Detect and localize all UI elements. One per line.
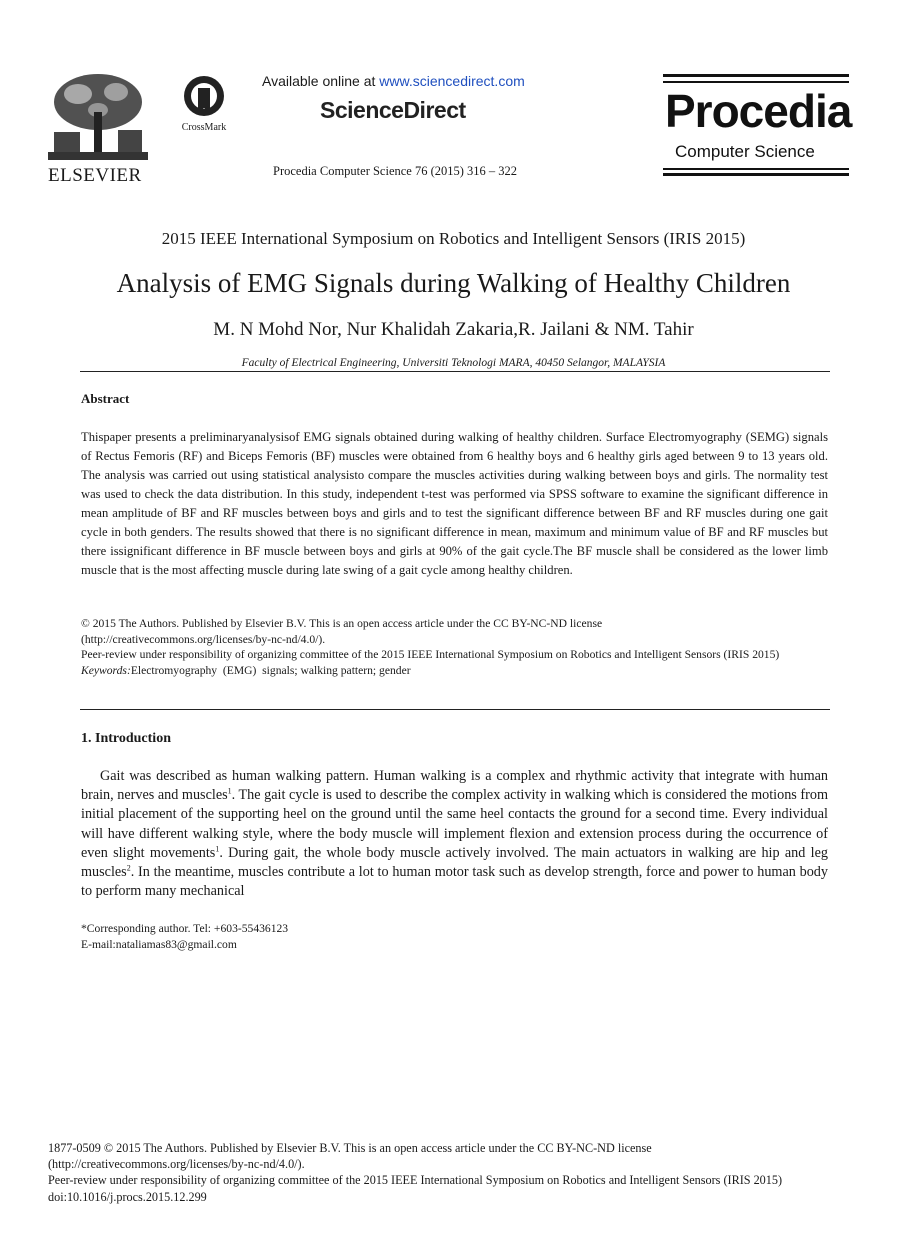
crossmark-badge[interactable] <box>172 74 236 134</box>
available-online <box>262 73 525 89</box>
peer-review-line: Peer-review under responsibility of organizing committee of the 2015 IEEE International Symposium on Robotics and Intelligent Sensors (IRIS 2015) <box>81 648 780 661</box>
procedia-logo <box>663 74 852 176</box>
elsevier-logo <box>48 72 148 186</box>
keywords-label: Keywords: <box>81 663 131 677</box>
procedia-title: Procedia <box>665 85 852 137</box>
rule-line <box>663 74 849 77</box>
crossmark-icon <box>172 74 236 118</box>
citation[interactable]: 1 <box>215 844 220 854</box>
page-footer <box>48 1140 868 1205</box>
affiliation: Faculty of Electrical Engineering, Universiti Teknologi MARA, 40450 Selangor, MALAYSIA <box>241 357 666 369</box>
footer-peer-review: Peer-review under responsibility of organizing committee of the 2015 IEEE International Symposium on Robotics and Intelligent Sensors (IRIS 2015) <box>48 1173 783 1188</box>
sciencedirect-brand: ScienceDirect <box>320 97 466 123</box>
paper-title: Analysis of EMG Signals during Walking of Healthy Children <box>116 268 791 298</box>
divider <box>80 371 830 372</box>
corresponding-author-note <box>81 921 288 953</box>
keywords: Electromyography (EMG) signals; walking pattern; gender <box>130 663 411 677</box>
authors: M. N Mohd Nor, Nur Khalidah Zakaria,R. Jailani & NM. Tahir <box>213 319 694 340</box>
footer-license-link[interactable]: (http://creativecommons.org/licenses/by-nc-nd/4.0/). <box>48 1157 305 1172</box>
author-email[interactable]: E-mail:nataliamas83@gmail.com <box>81 938 237 951</box>
sciencedirect-link[interactable]: www.sciencedirect.com <box>379 73 525 89</box>
corresponding-author: *Corresponding author. Tel: +603-55436123 <box>81 922 289 935</box>
procedia-subtitle: Computer Science <box>675 142 815 161</box>
abstract-heading: Abstract <box>81 391 130 406</box>
keywords-line <box>81 663 828 679</box>
citation[interactable]: 2 <box>126 863 131 873</box>
rule-line <box>663 168 849 170</box>
available-prefix: Available online at <box>262 73 380 89</box>
divider <box>80 709 830 710</box>
intro-text: . The gait cycle is used to describe the complex activity in walking which is considered the motions from initial placement of the supporting heel on the ground until the same heel contacts the ground for a second time. Every individual will have different walking style, where the body muscle will implement flexion and extension process during the occurrence of even slight movements <box>81 787 828 861</box>
rule-line <box>663 173 849 176</box>
copyright-line: © 2015 The Authors. Published by Elsevier B.V. This is an open access article under the CC BY-NC-ND license <box>81 617 603 630</box>
citation[interactable]: 1 <box>227 786 232 796</box>
footer-issn-line: 1877-0509 © 2015 The Authors. Published by Elsevier B.V. This is an open access article under the CC BY-NC-ND license <box>48 1141 652 1155</box>
journal-reference: Procedia Computer Science 76 (2015) 316 – 322 <box>273 164 518 178</box>
license-link[interactable]: (http://creativecommons.org/licenses/by-nc-nd/4.0/). <box>81 632 326 646</box>
introduction-heading: 1. Introduction <box>81 731 171 746</box>
crossmark-label: CrossMark <box>181 122 227 133</box>
intro-text: . During gait, the whole body muscle actively involved. The main actuators in walking are hip and leg muscles <box>81 844 828 881</box>
abstract-body: Thispaper presents a preliminaryanalysisof EMG signals obtained during walking of healthy children. Surface Electromyography (SEMG) signals of Rectus Femoris (RF) and Biceps Femoris (BF) muscles were obtained from 6 healthy boys and 6 healthy girls aged between 9 to 13 years old. The analysis was carried out using statistical analysisto compare the muscles activities during walking between boys and girls. The normality test was used to check the data distribution. In this study, independent t-test was performed via SPSS software to examine the significant difference in mean amplitude of BF and RF muscles between boys and girls and to test the significant difference between BF and RF muscles during one gait cycle in both genders. The results showed that there is no significant difference in mean, maximum and minimum value of BF and RF muscles but there issignificant difference in BF muscle between boys and girls at 90% of the gait cycle.The BF muscle shall be considered as the lower limb muscle that is the most affecting muscle during late swing of a gait cycle among healthy children. <box>81 430 828 577</box>
publisher-wordmark: ELSEVIER <box>48 165 142 186</box>
elsevier-tree-icon <box>48 72 148 160</box>
intro-text: . In the meantime, muscles contribute a lot to human motor task such as develop strength, force and power to human body to perform many mechanical <box>81 864 828 900</box>
introduction-paragraph <box>81 767 828 901</box>
rule-line <box>663 81 849 83</box>
footer-doi[interactable]: doi:10.1016/j.procs.2015.12.299 <box>48 1189 207 1204</box>
intro-text: Gait was described as human walking pattern. Human walking is a complex and rhythmic activity that integrate with human brain, nerves and muscles <box>81 768 828 804</box>
license-block <box>81 616 828 678</box>
conference-name: 2015 IEEE International Symposium on Robotics and Intelligent Sensors (IRIS 2015) <box>161 229 746 248</box>
